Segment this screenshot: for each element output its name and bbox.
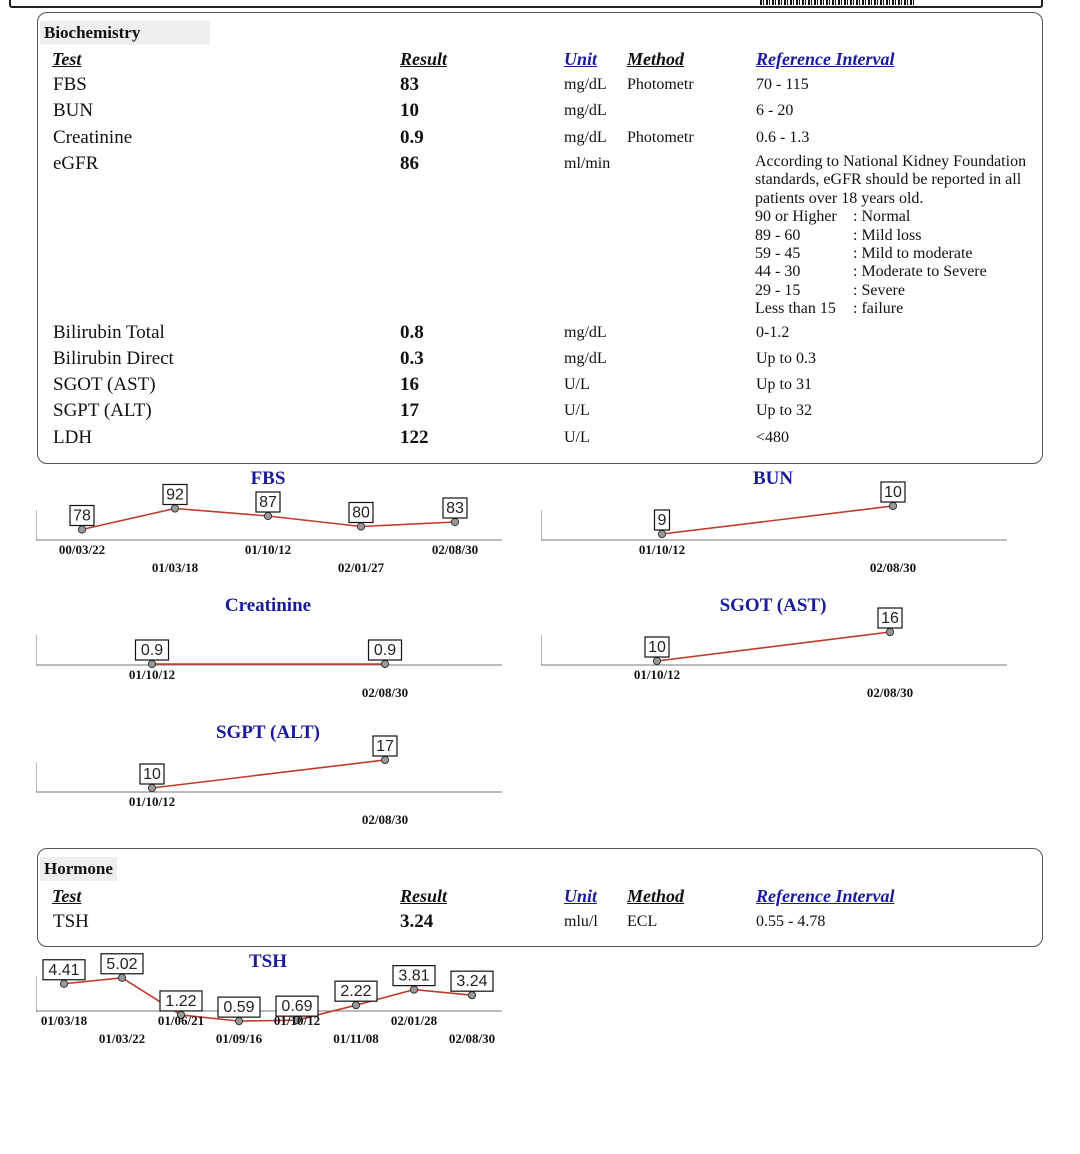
grade-row xyxy=(755,300,1026,318)
bun-chart xyxy=(541,464,1007,576)
x-tick-label: 02/01/28 xyxy=(390,1013,438,1028)
header-method: Method xyxy=(627,886,685,906)
data-point xyxy=(235,1018,242,1025)
data-point xyxy=(653,657,660,664)
reference-interval: 0-1.2 xyxy=(756,324,790,341)
data-point xyxy=(468,992,475,999)
grade-row xyxy=(755,263,1026,281)
unit: mg/dL xyxy=(564,324,607,341)
series-line xyxy=(152,760,385,788)
x-tick-label: 01/03/18 xyxy=(40,1013,88,1028)
grade-row xyxy=(755,208,1026,226)
data-point xyxy=(352,1002,359,1009)
header-result: Result xyxy=(400,886,448,906)
result-value: 83 xyxy=(400,74,419,95)
header-unit: Unit xyxy=(564,886,598,906)
unit: U/L xyxy=(564,402,590,419)
method: ECL xyxy=(627,913,658,930)
chart-title: TSH xyxy=(248,951,288,972)
x-tick-label: 01/03/22 xyxy=(98,1031,146,1046)
grade-label: : Moderate to Severe xyxy=(853,263,987,281)
grade-label: : Mild loss xyxy=(853,226,922,244)
section-title: Hormone xyxy=(40,857,117,881)
x-tick-label: 01/10/12 xyxy=(128,667,176,682)
data-label: 5.02 xyxy=(106,955,138,973)
test-name: LDH xyxy=(53,427,93,448)
grade-row xyxy=(755,227,1026,245)
test-name: BUN xyxy=(53,100,94,121)
section-title: Biochemistry xyxy=(40,21,210,45)
data-label: 1.22 xyxy=(165,992,197,1010)
data-label: 10 xyxy=(143,766,161,783)
data-label: 4.41 xyxy=(48,961,80,979)
result-value: 3.24 xyxy=(400,911,434,932)
data-point xyxy=(381,756,388,763)
chart-title: FBS xyxy=(250,468,286,489)
data-point xyxy=(148,784,155,791)
header-method: Method xyxy=(627,49,685,69)
test-name: Creatinine xyxy=(53,127,133,148)
series-line xyxy=(662,506,893,534)
result-value: 16 xyxy=(400,374,419,395)
note-line: patients over 18 years old. xyxy=(755,189,924,207)
grade-label: : failure xyxy=(853,300,904,318)
unit: U/L xyxy=(564,376,590,393)
unit: mlu/l xyxy=(564,913,598,930)
reference-interval: <480 xyxy=(756,429,790,446)
data-point xyxy=(60,980,67,987)
biochemistry-section xyxy=(37,12,1043,464)
x-tick-label: 01/09/16 xyxy=(215,1031,263,1046)
sgpt-chart xyxy=(36,718,502,830)
header-test: Test xyxy=(52,49,82,69)
header-unit: Unit xyxy=(564,49,598,69)
reference-interval: Up to 32 xyxy=(756,402,812,419)
data-label: 2.22 xyxy=(340,983,372,1001)
result-value: 0.3 xyxy=(400,348,424,369)
reference-interval: 0.6 - 1.3 xyxy=(756,129,810,146)
data-point xyxy=(357,523,364,530)
unit: U/L xyxy=(564,429,590,446)
test-name: Bilirubin Total xyxy=(53,322,165,343)
chart-title: SGOT (AST) xyxy=(719,595,827,616)
unit: mg/dL xyxy=(564,76,607,93)
grade-range: 90 or Higher xyxy=(755,208,837,226)
chart-title: SGPT (ALT) xyxy=(215,722,321,743)
result-value: 17 xyxy=(400,400,419,421)
x-tick-label: 01/10/12 xyxy=(128,794,176,809)
data-label: 17 xyxy=(376,738,394,755)
x-tick-label: 01/03/18 xyxy=(151,560,199,575)
data-label: 92 xyxy=(166,486,184,504)
data-point xyxy=(658,530,665,537)
grade-label: : Mild to moderate xyxy=(853,245,973,263)
x-tick-label: 02/08/30 xyxy=(448,1031,496,1046)
header-test: Test xyxy=(52,886,82,906)
creatinine-chart xyxy=(36,591,502,703)
unit: mg/dL xyxy=(564,350,607,367)
data-point xyxy=(78,526,85,533)
grade-range: 89 - 60 xyxy=(755,226,801,244)
reference-interval: 70 - 115 xyxy=(756,76,809,93)
grade-label: : Normal xyxy=(853,208,911,226)
grade-range: 29 - 15 xyxy=(755,281,801,299)
barcode xyxy=(760,0,914,5)
data-label: 0.9 xyxy=(373,642,397,659)
data-point xyxy=(381,660,388,667)
grade-range: Less than 15 xyxy=(755,300,836,318)
result-value: 10 xyxy=(400,100,419,121)
hormone-section xyxy=(37,848,1043,947)
chart-title: BUN xyxy=(752,468,794,489)
x-tick-label: 02/01/27 xyxy=(337,560,385,575)
x-tick-label: 02/08/30 xyxy=(869,560,917,575)
x-tick-label: 01/10/12 xyxy=(244,542,292,557)
data-point xyxy=(886,628,893,635)
sgot-chart xyxy=(541,591,1007,703)
method: Photometr xyxy=(627,129,694,146)
header-reference: Reference Interval xyxy=(756,886,895,906)
result-value: 0.9 xyxy=(400,127,424,148)
grade-range: 44 - 30 xyxy=(755,263,801,281)
unit: mg/dL xyxy=(564,102,607,119)
grade-label: : Severe xyxy=(853,281,905,299)
x-tick-label: 00/03/22 xyxy=(58,542,106,557)
result-value: 86 xyxy=(400,153,419,174)
x-tick-label: 02/08/30 xyxy=(361,685,409,700)
x-tick-label: 01/10/12 xyxy=(633,667,681,682)
data-label: 10 xyxy=(648,639,666,656)
data-point xyxy=(889,502,896,509)
x-tick-label: 01/10/12 xyxy=(638,542,686,557)
x-tick-label: 01/10/12 xyxy=(273,1013,321,1028)
series-line xyxy=(657,632,890,661)
test-name: SGPT (ALT) xyxy=(53,400,152,421)
data-point xyxy=(264,512,271,519)
data-label: 87 xyxy=(259,494,277,511)
grade-range: 59 - 45 xyxy=(755,245,801,263)
grade-row xyxy=(755,282,1026,300)
chart-title: Creatinine xyxy=(224,595,312,616)
unit: mg/dL xyxy=(564,129,607,146)
test-name: FBS xyxy=(53,74,87,95)
x-tick-label: 01/06/21 xyxy=(157,1013,205,1028)
x-tick-label: 02/08/30 xyxy=(431,542,479,557)
egfr-note xyxy=(755,153,1026,319)
test-name: eGFR xyxy=(53,153,99,174)
data-label: 78 xyxy=(73,507,91,525)
result-value: 122 xyxy=(400,427,429,448)
data-label: 0.59 xyxy=(223,999,255,1017)
note-line: standards, eGFR should be reported in all xyxy=(755,171,1022,189)
test-name: SGOT (AST) xyxy=(53,374,156,395)
note-line: According to National Kidney Foundation xyxy=(755,153,1027,170)
data-point xyxy=(118,974,125,981)
reference-interval: Up to 31 xyxy=(756,376,812,393)
header-result: Result xyxy=(400,49,448,69)
data-label: 3.24 xyxy=(456,973,488,991)
test-name: TSH xyxy=(53,911,89,932)
reference-interval: Up to 0.3 xyxy=(756,350,816,367)
grade-row xyxy=(755,245,1026,263)
data-label: 83 xyxy=(446,500,464,517)
data-label: 80 xyxy=(352,504,370,522)
data-point xyxy=(171,505,178,512)
data-label: 3.81 xyxy=(398,967,430,985)
data-label: 0.9 xyxy=(140,642,164,659)
reference-interval: 6 - 20 xyxy=(756,102,794,119)
reference-interval: 0.55 - 4.78 xyxy=(756,913,826,930)
tsh-chart xyxy=(36,947,502,1059)
x-tick-label: 01/11/08 xyxy=(333,1031,379,1046)
header-reference: Reference Interval xyxy=(756,49,895,69)
data-point xyxy=(410,986,417,993)
x-tick-label: 02/08/30 xyxy=(866,685,914,700)
test-name: Bilirubin Direct xyxy=(53,348,174,369)
data-point xyxy=(451,518,458,525)
data-label: 0.69 xyxy=(281,998,313,1016)
data-label: 9 xyxy=(657,512,667,529)
fbs-chart xyxy=(36,464,502,576)
method: Photometr xyxy=(627,76,694,93)
x-tick-label: 02/08/30 xyxy=(361,812,409,827)
data-label: 16 xyxy=(881,610,899,627)
data-label: 10 xyxy=(884,484,902,501)
unit: ml/min xyxy=(564,155,611,172)
result-value: 0.8 xyxy=(400,322,424,343)
